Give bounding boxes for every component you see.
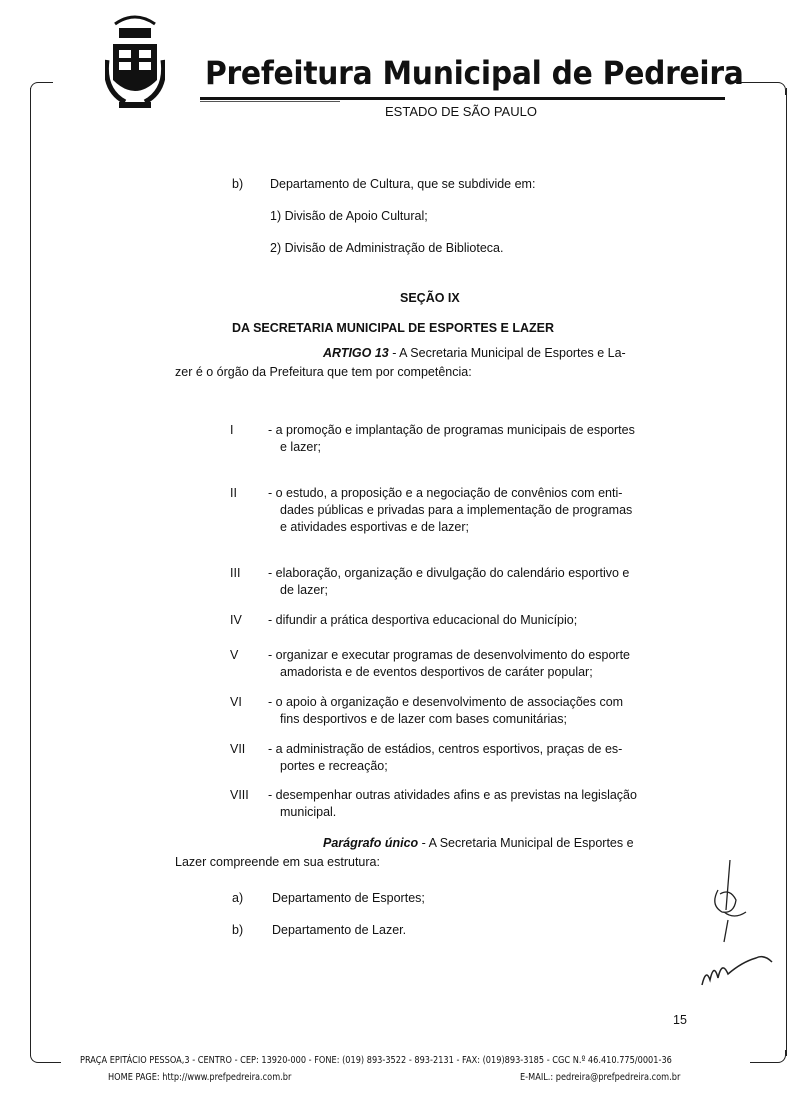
- item-numeral: II: [230, 486, 237, 500]
- item-numeral: I: [230, 423, 234, 437]
- paragraph-label: Parágrafo único: [323, 836, 419, 850]
- item-text: portes e recreação;: [280, 759, 388, 773]
- footer-email: E-MAIL.: pedreira@prefpedreira.com.br: [520, 1072, 681, 1083]
- item-text: e atividades esportivas e de lazer;: [280, 520, 469, 534]
- item-numeral: VIII: [230, 788, 249, 802]
- article-line: [323, 345, 626, 362]
- header-title: Prefeitura Municipal de Pedreira: [205, 54, 744, 92]
- frame-corner: [30, 1050, 61, 1063]
- signature-icon: [690, 850, 780, 1000]
- section-number: SEÇÃO IX: [400, 291, 460, 305]
- list-marker: b): [232, 923, 244, 937]
- sub-item: 2) Divisão de Administração de Biblioteca.: [270, 241, 504, 255]
- list-item-text: Departamento de Esportes;: [272, 891, 425, 905]
- item-text: - a administração de estádios, centros esportivos, praças de es-: [268, 742, 623, 756]
- item-numeral: VII: [230, 742, 246, 756]
- header-rule: [200, 97, 725, 100]
- item-text: de lazer;: [280, 583, 328, 597]
- header-rule: [200, 101, 340, 102]
- item-text: fins desportivos e de lazer com bases comunitárias;: [280, 712, 567, 726]
- item-text: amadorista e de eventos desportivos de caráter popular;: [280, 665, 593, 679]
- footer-address: PRAÇA EPITÁCIO PESSOA,3 - CENTRO - CEP: 13920-000 - FONE: (019) 893-3522 - 893-2131 - FAX: (019)893-3185 - CGC N.º 46.410.775/0001-36: [80, 1055, 672, 1066]
- header-state: ESTADO DE SÃO PAULO: [385, 104, 537, 119]
- item-text: - desempenhar outras atividades afins e as previstas na legislação: [268, 788, 637, 802]
- paragraph-text: - A Secretaria Municipal de Esportes e: [418, 836, 634, 850]
- frame-corner: [750, 1050, 786, 1063]
- item-text: municipal.: [280, 805, 337, 819]
- item-numeral: III: [230, 566, 241, 580]
- item-text: - elaboração, organização e divulgação do calendário esportivo e: [268, 566, 630, 580]
- item-text: - o apoio à organização e desenvolvimento de associações com: [268, 695, 624, 709]
- item-numeral: IV: [230, 613, 242, 627]
- paragraph-line: Lazer compreende em sua estrutura:: [175, 855, 380, 869]
- item-text: - a promoção e implantação de programas municipais de esportes: [268, 423, 635, 437]
- list-marker: b): [232, 177, 244, 191]
- frame-corner: [30, 82, 53, 95]
- municipal-crest-icon: [105, 10, 165, 120]
- article-label: ARTIGO 13: [323, 346, 389, 360]
- item-numeral: VI: [230, 695, 242, 709]
- section-title: DA SECRETARIA MUNICIPAL DE ESPORTES E LAZER: [232, 321, 555, 335]
- list-item-text: Departamento de Cultura, que se subdivide em:: [270, 177, 536, 191]
- sub-item: 1) Divisão de Apoio Cultural;: [270, 209, 428, 223]
- article-line: zer é o órgão da Prefeitura que tem por competência:: [175, 365, 472, 379]
- item-text: - o estudo, a proposição e a negociação de convênios com enti-: [268, 486, 623, 500]
- list-item-text: Departamento de Lazer.: [272, 923, 407, 937]
- item-numeral: V: [230, 648, 239, 662]
- list-marker: a): [232, 891, 244, 905]
- item-text: e lazer;: [280, 440, 321, 454]
- paragraph-line: [323, 835, 634, 852]
- item-text: - organizar e executar programas de desenvolvimento do esporte: [268, 648, 631, 662]
- footer-homepage: HOME PAGE: http://www.prefpedreira.com.br: [108, 1072, 292, 1083]
- item-text: - difundir a prática desportiva educacional do Município;: [268, 613, 578, 627]
- item-text: dades públicas e privadas para a implementação de programas: [280, 503, 633, 517]
- page-number: 15: [673, 1013, 687, 1027]
- article-text: - A Secretaria Municipal de Esportes e La-: [388, 346, 626, 360]
